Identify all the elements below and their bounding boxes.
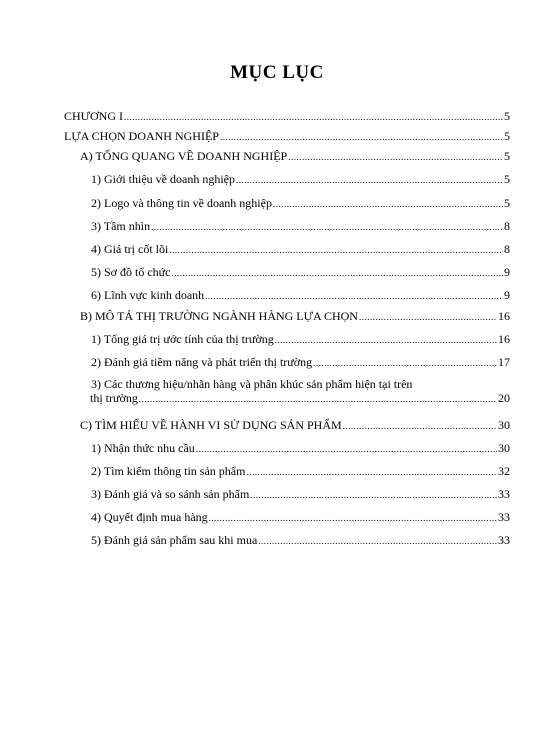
toc-entry-label: 3) Các thương hiệu/nhãn hàng và phân khúc sản phẩm hiện tại trên [91,377,413,391]
toc-entry[interactable] [91,355,510,370]
dot-leader [196,442,497,456]
toc-entry[interactable] [91,377,510,406]
dot-leader [172,266,503,280]
dot-leader [343,419,497,433]
dot-leader [246,465,497,479]
toc-page-number: 8 [504,219,510,233]
toc-entry[interactable] [64,109,510,124]
dot-leader [236,173,503,187]
toc-entry-label: 4) Quyết định mua hàng [91,510,208,524]
toc-page-number: 5 [504,172,510,186]
dot-leader [205,289,503,303]
toc-entry[interactable] [91,242,510,257]
dot-leader [359,310,497,324]
toc-entry-label: 5) Đánh giá sản phẩm sau khi mua [91,533,258,547]
toc-entry[interactable] [91,219,510,234]
toc-entry-label: 3) Tầm nhìn [91,219,151,233]
toc-entry-label: 6) Lĩnh vực kinh doanh [91,288,205,302]
toc-page-number: 30 [498,418,510,432]
toc-page-number: 17 [498,355,510,369]
toc-entry-label: 2) Logo và thông tin về doanh nghiệp [91,196,272,210]
page-title: MỤC LỤC [230,62,324,83]
toc-entry-label: 2) Tìm kiếm thông tin sản phẩm [91,464,246,478]
toc-page-number: 16 [498,332,510,346]
toc-entry[interactable] [91,332,510,347]
toc-entry-label: 5) Sơ đồ tổ chức [91,265,171,279]
toc-entry-label: LỰA CHỌN DOANH NGHIỆP [64,129,219,143]
toc-entry[interactable] [64,129,510,144]
toc-page-number: 20 [498,391,510,405]
toc-entry-label: B) MÔ TẢ THỊ TRƯỜNG NGÀNH HÀNG LỰA CHỌN [80,309,358,323]
dot-leader [124,110,503,124]
dot-leader [169,243,503,257]
toc-entry[interactable] [91,196,510,211]
toc-entry-label: 4) Giá trị cốt lõi [91,242,169,256]
toc-page-number: 30 [498,441,510,455]
dot-leader [275,333,497,347]
toc-page-number: 5 [504,109,510,123]
toc-entry[interactable] [91,441,510,456]
toc-entry[interactable] [91,288,510,303]
dot-leader [288,150,503,164]
toc-entry-label: 1) Tổng giá trị ước tính của thị trường [91,332,274,346]
toc-page-number: 32 [498,464,510,478]
toc-page-number: 9 [504,265,510,279]
toc-entry[interactable] [80,309,510,324]
toc-page-number: 33 [498,533,510,547]
toc-entry-label: 1) Nhận thức nhu cầu [91,441,195,455]
toc-entry[interactable] [91,265,510,280]
dot-leader [250,488,497,502]
dot-leader [273,197,503,211]
toc-entry[interactable] [91,487,510,502]
dot-leader [151,220,503,234]
dot-leader [313,356,497,370]
toc-page-number: 9 [504,288,510,302]
toc-entry-label-continued: thị trường [90,391,138,405]
toc-page-number: 8 [504,242,510,256]
toc-entry-label: 2) Đánh giá tiềm năng và phát triển thị trường [91,355,313,369]
toc-page-number: 5 [504,149,510,163]
toc-entry-label: 3) Đánh giá và so sánh sản phẩm [91,487,250,501]
toc-entry[interactable] [91,533,510,548]
toc-page-number: 16 [498,309,510,323]
toc-page-number: 33 [498,510,510,524]
toc-page-number: 5 [504,196,510,210]
toc-page-number: 33 [498,487,510,501]
toc-entry-label: 1) Giới thiệu về doanh nghiệp [91,172,235,186]
toc-entry[interactable] [91,172,510,187]
dot-leader [139,392,497,406]
toc-entry-label: C) TÌM HIỂU VỀ HÀNH VI SỬ DỤNG SẢN PHẨM [80,418,342,432]
toc-entry-label: CHƯƠNG I [64,109,123,123]
toc-entry[interactable] [91,510,510,525]
toc-entry[interactable] [80,149,510,164]
toc-entry[interactable] [80,418,510,433]
dot-leader [209,511,497,525]
dot-leader [258,534,497,548]
toc-entry[interactable] [91,464,510,479]
toc-entry-label: A) TỔNG QUANG VỀ DOANH NGHIỆP [80,149,288,163]
dot-leader [220,130,503,144]
toc-page-number: 5 [504,129,510,143]
